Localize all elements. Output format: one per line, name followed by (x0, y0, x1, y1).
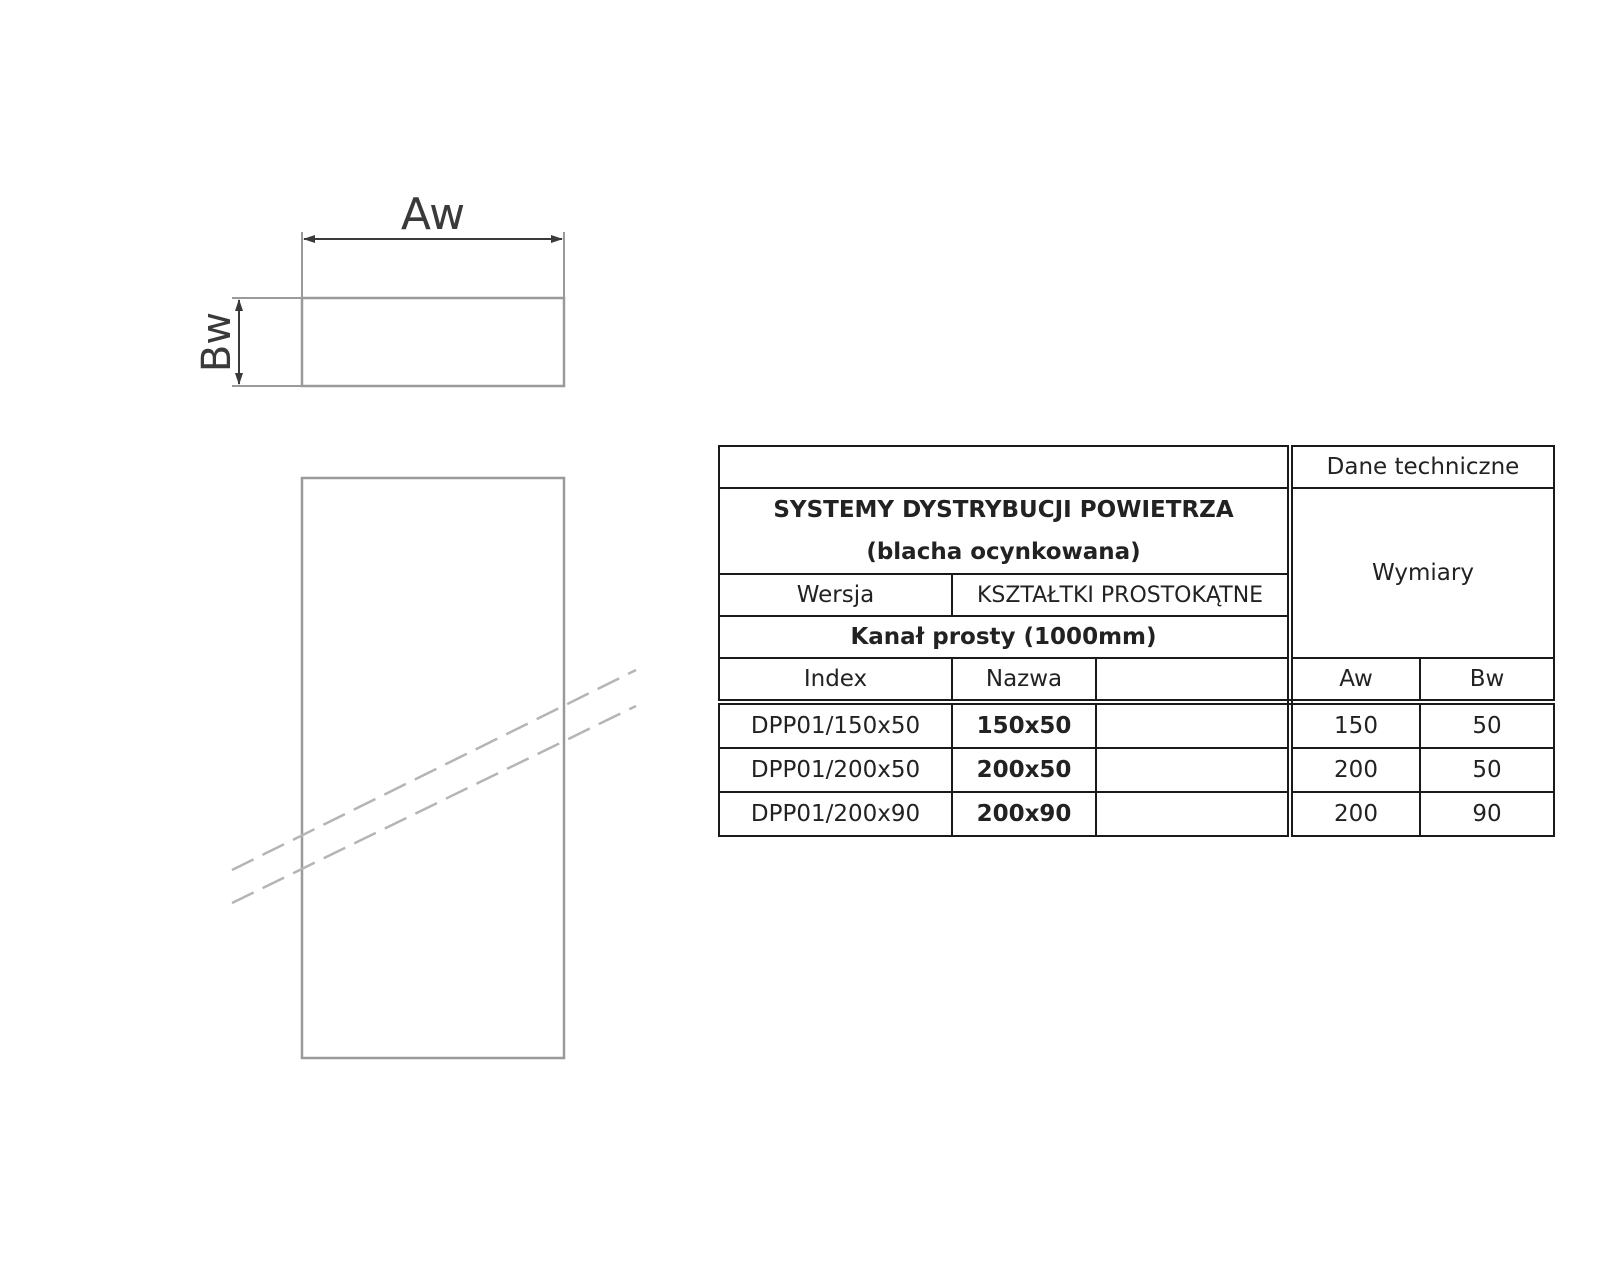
table-row (719, 792, 1554, 836)
dimensions-header: Wymiary (1290, 488, 1554, 658)
column-header-aw: Aw (1290, 658, 1420, 702)
width-label: Aw (400, 189, 466, 240)
column-header-name: Nazwa (952, 658, 1096, 702)
column-header-empty (1096, 658, 1290, 702)
row-empty (1096, 748, 1290, 792)
row-index: DPP01/200x50 (719, 748, 952, 792)
duct-cross-section (194, 189, 564, 386)
row-bw: 50 (1420, 748, 1554, 792)
row-index: DPP01/200x90 (719, 792, 952, 836)
break-line-upper (232, 670, 636, 870)
row-name: 200x90 (952, 792, 1096, 836)
row-empty (1096, 702, 1290, 748)
table-row (719, 748, 1554, 792)
cross-section-outline (302, 298, 564, 386)
row-bw: 90 (1420, 792, 1554, 836)
column-header-index: Index (719, 658, 952, 702)
version-value: KSZTAŁTKI PROSTOKĄTNE (952, 574, 1290, 616)
column-header-bw: Bw (1420, 658, 1554, 702)
product-name: Kanał prosty (1000mm) (719, 616, 1290, 658)
specification-table (718, 445, 1555, 837)
table-title (719, 488, 1290, 574)
row-empty (1096, 792, 1290, 836)
technical-data-header: Dane techniczne (1290, 446, 1554, 488)
row-bw: 50 (1420, 702, 1554, 748)
row-index: DPP01/150x50 (719, 702, 952, 748)
row-aw: 200 (1290, 792, 1420, 836)
duct-outline (302, 478, 564, 1058)
break-line-lower (232, 706, 636, 903)
table-row (719, 702, 1554, 748)
row-name: 200x50 (952, 748, 1096, 792)
row-aw: 200 (1290, 748, 1420, 792)
header-empty-cell (719, 446, 1290, 488)
row-aw: 150 (1290, 702, 1420, 748)
version-label: Wersja (719, 574, 952, 616)
title-line-1: SYSTEMY DYSTRYBUCJI POWIETRZA (773, 497, 1234, 523)
title-line-2: (blacha ocynkowana) (866, 539, 1141, 565)
duct-side-view (232, 478, 636, 1058)
row-name: 150x50 (952, 702, 1096, 748)
height-label: Bw (194, 311, 240, 373)
